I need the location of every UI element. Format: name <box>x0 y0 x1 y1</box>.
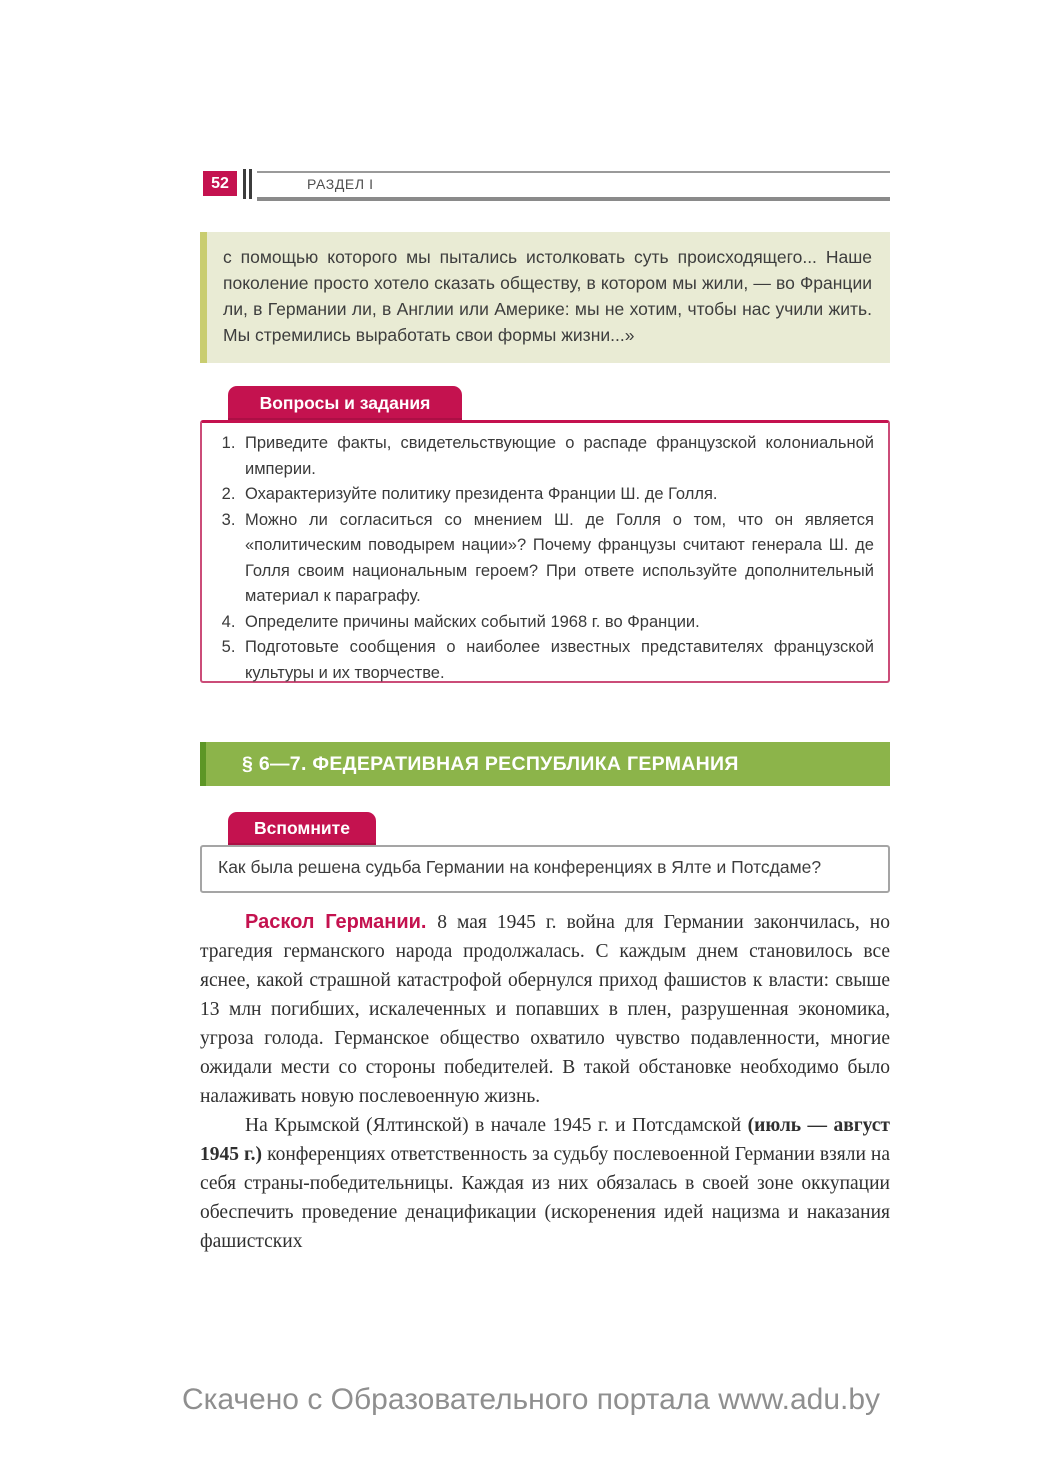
running-section-label: РАЗДЕЛ I <box>307 176 374 192</box>
header-divider-bar <box>249 169 252 199</box>
questions-box <box>200 420 890 683</box>
question-item: 5. Подготовьте сообщения о наиболее известных представителях французской культуры и их творчестве. <box>240 635 874 686</box>
body-paragraph <box>200 908 890 1111</box>
paragraph-text: конференциях ответственность за судьбу послевоенной Германии взяли на себя страны-победительницы. Каждая из них обязалась в своей зоне оккупации обеспечить проведение денацификации (искоренения идей нацизма и наказания фашистских <box>200 1144 890 1252</box>
download-watermark: Скачено с Образовательного портала www.adu.by <box>181 1383 881 1416</box>
page-number-badge: 52 <box>203 171 237 196</box>
header-divider-bar <box>243 169 246 199</box>
paragraph-text: На Крымской (Ялтинской) в начале 1945 г. и Потсдамской <box>245 1115 748 1136</box>
question-item: 2. Охарактеризуйте политику президента Франции Ш. де Голля. <box>240 482 874 508</box>
remember-badge: Вспомните <box>228 812 376 845</box>
remember-box: Как была решена судьба Германии на конференциях в Ялте и Потсдаме? <box>200 845 890 893</box>
paragraph-title-banner: § 6—7. ФЕДЕРАТИВНАЯ РЕСПУБЛИКА ГЕРМАНИЯ <box>200 742 890 786</box>
page-header <box>203 170 890 197</box>
paragraph-text: (июль — август 1945 г.) <box>200 1115 890 1165</box>
question-item: 3. Можно ли согласиться со мнением Ш. де Голля о том, что он является «политическим поводырем нации»? Почему французы считают генерала Ш. де Голля своим национальным героем? При ответе используйте дополнительный материал к параграфу. <box>240 508 874 610</box>
question-item: 4. Определите причины майских событий 1968 г. во Франции. <box>240 610 874 636</box>
questions-list <box>214 431 874 686</box>
body-text <box>200 908 890 1256</box>
question-item: 1. Приведите факты, свидетельствующие о распаде французской колониальной империи. <box>240 431 874 482</box>
questions-badge: Вопросы и задания <box>228 386 462 420</box>
body-paragraph <box>200 1111 890 1256</box>
paragraph-lead-heading: Раскол Германии. <box>245 911 438 933</box>
paragraph-text: 8 мая 1945 г. война для Германии закончилась, но трагедия германского народа продолжалась. С каждым днем становилось все яснее, какой страшной катастрофой обернулся приход фашистов к власти: свыше 13 млн погибших, искалеченных и попавших в плен, разрушенная экономика, угроза голода. Германское общество охватило чувство подавленности, многие ожидали мести со стороны победителей. В такой обстановке необходимо было налаживать новую послевоенную жизнь. <box>200 912 890 1107</box>
quote-box: с помощью которого мы пытались истолковать суть происходящего... Наше поколение просто хотело сказать обществу, в котором мы жили, — во Франции ли, в Германии ли, в Англии или Америке: мы не хотим, чтобы нас учили жить. Мы стремились выработать свои формы жизни...» <box>200 232 890 363</box>
